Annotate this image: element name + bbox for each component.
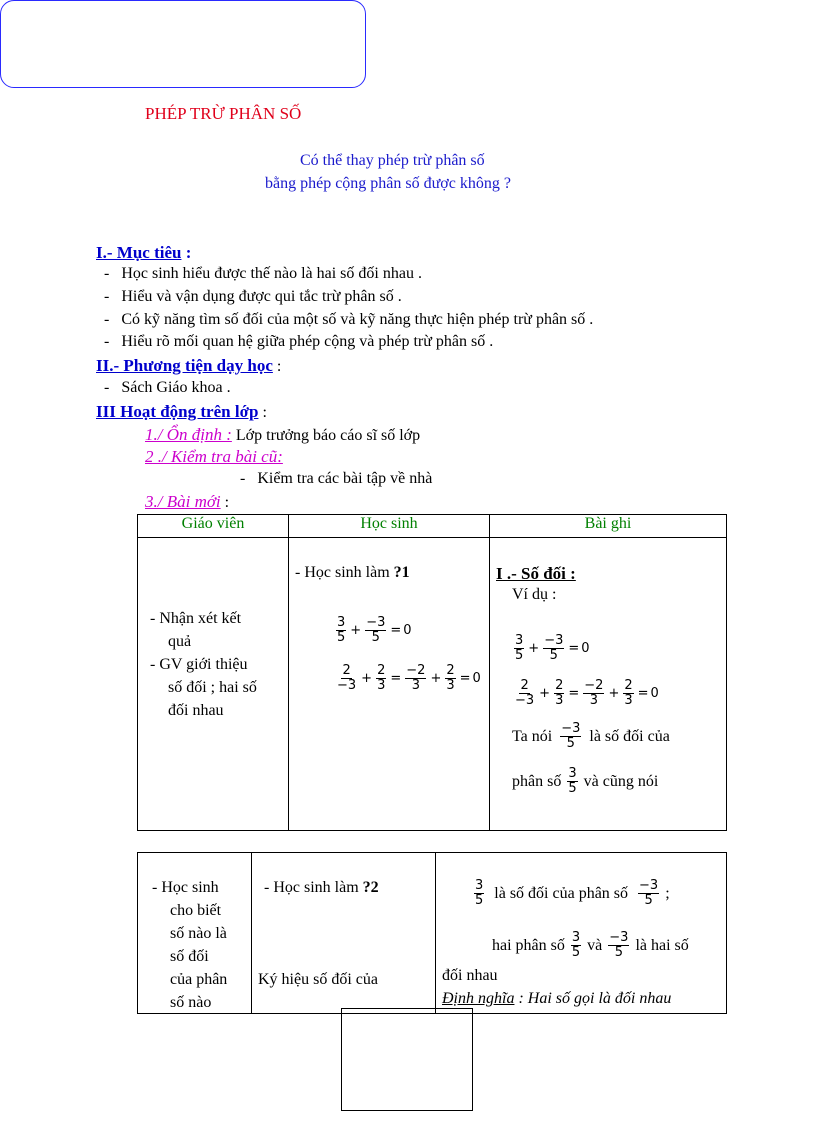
fraction: $\frac{2}{3}$ bbox=[377, 663, 386, 693]
fraction: $\frac{-2}{3}$ bbox=[584, 678, 604, 708]
section-1-heading bbox=[96, 243, 191, 263]
fraction: $\frac{-3}{5}$ bbox=[544, 633, 564, 663]
objective-item: - Hiểu và vận dụng được qui tắc trừ phân số . bbox=[104, 288, 402, 305]
notes-cell bbox=[490, 538, 727, 831]
objective-item: - Học sinh hiểu được thế nào là hai số đối nhau . bbox=[104, 265, 422, 282]
equation: $\frac{3}{5}$ + $\frac{-3}{5}$ = 0 bbox=[515, 633, 590, 663]
notes-text: và bbox=[587, 936, 603, 954]
notes-text: ; bbox=[665, 884, 670, 902]
notes-cell bbox=[436, 853, 727, 1014]
definition-line bbox=[442, 990, 671, 1008]
teacher-cell bbox=[138, 853, 252, 1014]
notes-text: phân số bbox=[512, 772, 562, 790]
teacher-line: số nào là bbox=[170, 925, 227, 942]
objective-item: - Hiểu rõ mối quan hệ giữa phép cộng và phép trừ phân số . bbox=[104, 333, 494, 350]
question-line-2: bằng phép cộng phân số được không ? bbox=[265, 175, 511, 192]
student-cell bbox=[252, 853, 436, 1014]
student-task-q: ?1 bbox=[393, 564, 410, 581]
notes-text: là hai số bbox=[635, 936, 689, 954]
notes-ta-noi-line bbox=[512, 722, 670, 751]
resource-item: - Sách Giáo khoa . bbox=[104, 379, 231, 396]
fraction: $\frac{3}{5}$ bbox=[515, 633, 524, 663]
teacher-line: số nào bbox=[170, 994, 212, 1011]
objective-text: Hiểu rõ mối quan hệ giữa phép cộng và phép trừ phân số . bbox=[121, 333, 494, 350]
notes-text: Ta nói bbox=[512, 727, 553, 745]
notes-text: hai phân số bbox=[492, 936, 565, 954]
notes-line-2 bbox=[492, 931, 689, 960]
fraction: $\frac{2}{3}$ bbox=[624, 678, 633, 708]
student-task bbox=[264, 879, 379, 897]
equation: $\frac{2}{-3}$ + $\frac{2}{3}$ = $\frac{-2}{3}$ + $\frac{2}{3}$ = 0 bbox=[337, 663, 481, 693]
header-student: Học sinh bbox=[289, 515, 490, 538]
fraction: $\frac{-3}{5}$ bbox=[561, 721, 581, 751]
student-task-text: - Học sinh làm bbox=[264, 879, 363, 896]
student-task bbox=[295, 564, 410, 582]
teacher-line: - Nhận xét kết bbox=[150, 610, 242, 627]
question-line-1: Có thể thay phép trừ phân số bbox=[300, 152, 485, 169]
step-1 bbox=[145, 425, 420, 445]
page-title: PHÉP TRỪ PHÂN SỐ bbox=[145, 104, 302, 123]
objective-text: Có kỹ năng tìm số đối của một số và kỹ năng thực hiện phép trừ phân số . bbox=[121, 311, 594, 328]
section-3-title: III Hoạt động trên lớp bbox=[96, 402, 259, 421]
fraction: $\frac{2}{-3}$ bbox=[515, 678, 535, 708]
section-2-title: II.- Phương tiện dạy học bbox=[96, 356, 273, 375]
teacher-line: - GV giới thiệu bbox=[150, 656, 248, 673]
step-1-label: 1./ Ổn định : bbox=[145, 425, 232, 444]
student-task-text: - Học sinh làm bbox=[295, 564, 394, 581]
lesson-table-2 bbox=[137, 852, 727, 1014]
notes-phan-so-line bbox=[512, 767, 658, 796]
notes-example: Ví dụ : bbox=[512, 586, 557, 603]
step-3-label: 3./ Bài mới bbox=[145, 492, 221, 511]
definition-label: Định nghĩa bbox=[442, 990, 515, 1007]
notes-text: và cũng nói bbox=[583, 772, 659, 790]
step-2 bbox=[145, 447, 283, 467]
teacher-line: quả bbox=[168, 633, 192, 650]
step-2-item: - Kiểm tra các bài tập về nhà bbox=[240, 470, 433, 487]
section-1-colon: : bbox=[181, 243, 192, 262]
resource-text: Sách Giáo khoa . bbox=[121, 379, 231, 396]
step-2-label: 2 ./ Kiểm tra bài cũ: bbox=[145, 447, 283, 466]
section-2-heading bbox=[96, 356, 281, 376]
step-3-colon: : bbox=[220, 494, 230, 511]
notes-heading: I .- Số đối : bbox=[496, 564, 576, 583]
section-1-title: I.- Mục tiêu bbox=[96, 243, 182, 262]
fraction: $\frac{3}{5}$ bbox=[571, 930, 581, 960]
fraction: $\frac{3}{5}$ bbox=[568, 766, 577, 796]
fraction: $\frac{-3}{5}$ bbox=[366, 615, 386, 645]
fraction: $\frac{3}{5}$ bbox=[475, 878, 484, 908]
fraction: $\frac{-3}{5}$ bbox=[609, 930, 629, 960]
header-teacher: Giáo viên bbox=[138, 515, 289, 538]
fraction: $\frac{3}{5}$ bbox=[337, 615, 346, 645]
teacher-cell bbox=[138, 538, 289, 831]
section-3-colon: : bbox=[258, 404, 267, 421]
objective-text: Học sinh hiểu được thế nào là hai số đối nhau . bbox=[121, 265, 422, 282]
equation: $\frac{3}{5}$ + $\frac{-3}{5}$ = 0 bbox=[337, 615, 412, 645]
fraction: $\frac{2}{3}$ bbox=[446, 663, 455, 693]
step-1-text: Lớp trưởng báo cáo sĩ số lớp bbox=[231, 427, 421, 444]
teacher-line: số đối bbox=[170, 948, 209, 965]
teacher-line: của phân bbox=[170, 971, 228, 988]
student-task-q: ?2 bbox=[362, 879, 379, 896]
question-callout bbox=[0, 0, 366, 88]
teacher-line: số đối ; hai số bbox=[168, 679, 257, 696]
step-3 bbox=[145, 492, 229, 512]
teacher-line: - Học sinh bbox=[152, 879, 219, 896]
student-cell bbox=[289, 538, 490, 831]
fraction: $\frac{2}{-3}$ bbox=[337, 663, 357, 693]
notes-text: là số đối của phân số bbox=[494, 884, 629, 902]
teacher-line: cho biết bbox=[170, 902, 222, 919]
header-notes: Bài ghi bbox=[490, 515, 727, 538]
fraction: $\frac{-2}{3}$ bbox=[406, 663, 426, 693]
fraction: $\frac{2}{3}$ bbox=[555, 678, 564, 708]
teacher-line: đối nhau bbox=[168, 702, 224, 719]
notes-text: đối nhau bbox=[442, 967, 498, 984]
notes-line-1 bbox=[472, 879, 670, 908]
notes-text: là số đối của bbox=[589, 727, 670, 745]
empty-box bbox=[341, 1008, 473, 1111]
lesson-table-1 bbox=[137, 514, 727, 831]
section-2-colon: : bbox=[272, 358, 282, 375]
student-kyhieu: Ký hiệu số đối của bbox=[258, 971, 378, 988]
fraction: $\frac{-3}{5}$ bbox=[639, 878, 659, 908]
step-2-item-text: Kiểm tra các bài tập về nhà bbox=[257, 470, 433, 487]
definition-text: : Hai số gọi là đối nhau bbox=[514, 990, 672, 1007]
equation: $\frac{2}{-3}$ + $\frac{2}{3}$ = $\frac{-2}{3}$ + $\frac{2}{3}$ = 0 bbox=[515, 678, 659, 708]
objective-text: Hiểu và vận dụng được qui tắc trừ phân số . bbox=[121, 288, 402, 305]
objective-item: - Có kỹ năng tìm số đối của một số và kỹ năng thực hiện phép trừ phân số . bbox=[104, 311, 594, 328]
section-3-heading bbox=[96, 402, 267, 422]
